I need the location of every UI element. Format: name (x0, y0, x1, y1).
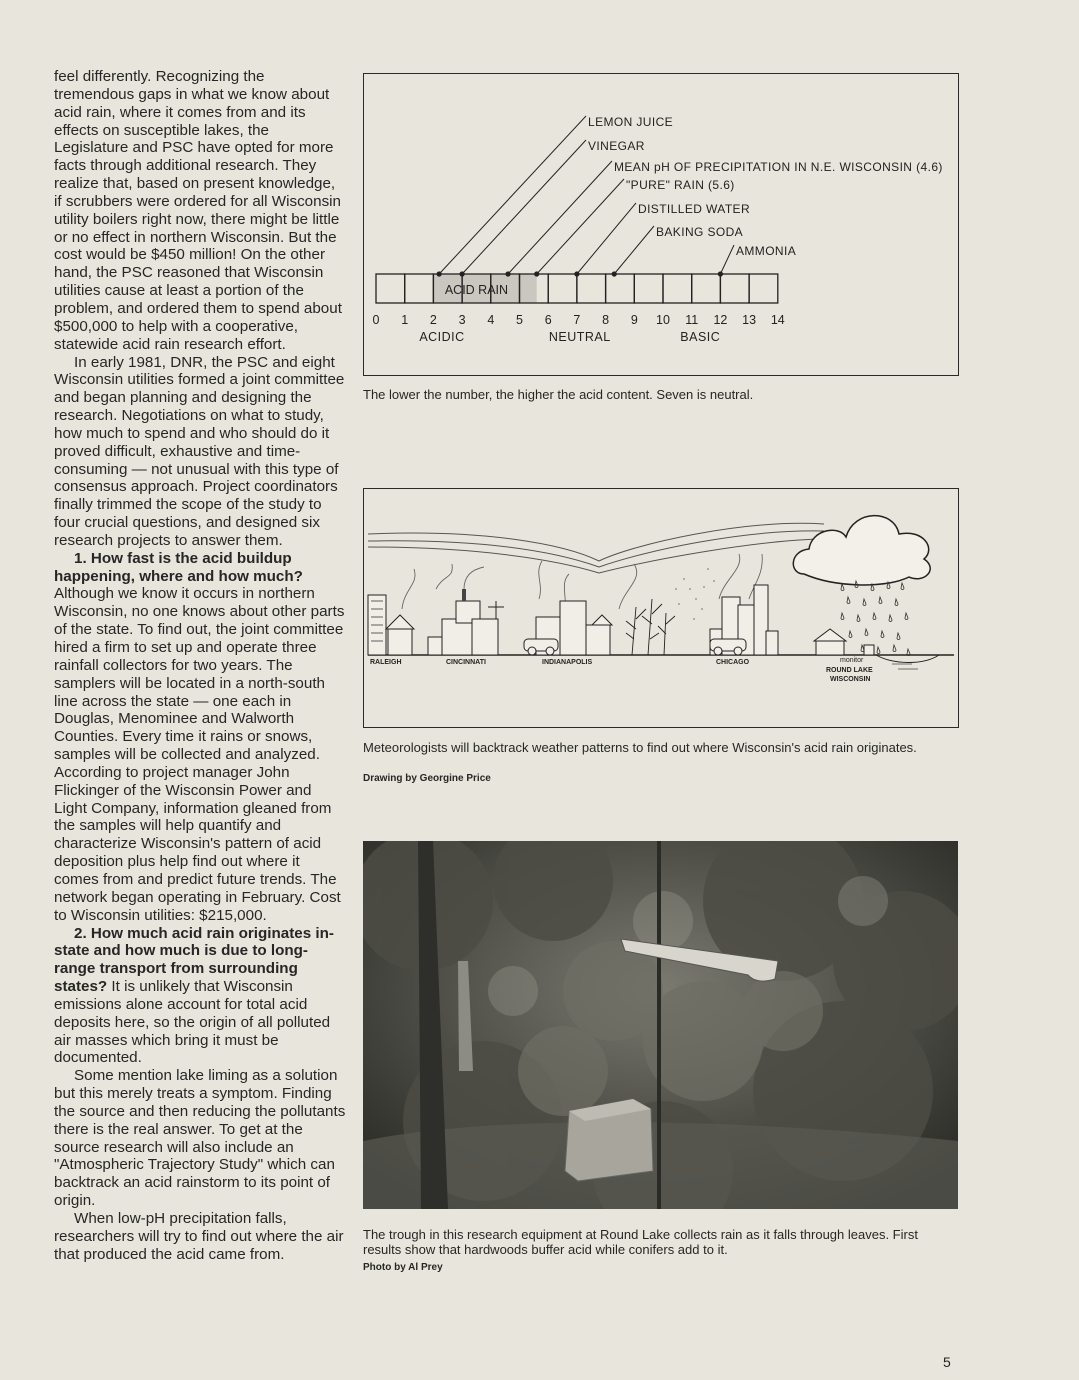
city-label-chicago: CHICAGO (716, 659, 750, 666)
callout-label: BAKING SODA (656, 225, 744, 239)
city-label-indianapolis: INDIANAPOLIS (542, 659, 593, 666)
callout-leader-line (439, 116, 586, 274)
callout-marker (574, 271, 579, 276)
round-lake-label: ROUND LAKE (826, 667, 873, 674)
callout-label: DISTILLED WATER (638, 202, 751, 216)
ph-scale-cell (548, 274, 577, 303)
ph-tick-label: 12 (713, 313, 728, 327)
ph-scale-cell (749, 274, 778, 303)
ph-tick-label: 11 (685, 313, 699, 327)
question-2-heading: 2. How much acid rain originates in-state and how much is due to long-range transport from surrounding states? (54, 924, 334, 996)
callout-marker (460, 271, 465, 276)
weather-figure-caption: Meteorologists will backtrack weather patterns to find out where Wisconsin's acid rain originates. (363, 740, 917, 755)
page-number: 5 (943, 1354, 951, 1370)
article-column (54, 68, 346, 1264)
ph-tick-label: 3 (458, 313, 466, 327)
callout-marker (612, 271, 617, 276)
callout-label: "PURE" RAIN (5.6) (626, 178, 735, 192)
callout-leader-line (720, 245, 734, 274)
callout-label: LEMON JUICE (588, 115, 674, 129)
monitor-label: monitor (840, 657, 864, 664)
ph-tick-label: 10 (656, 313, 670, 327)
rain-collector-photo (363, 841, 958, 1209)
wisconsin-label: WISCONSIN (830, 676, 871, 683)
question-1-heading: 1. How fast is the acid buildup happening, where and how much? (54, 549, 303, 585)
callout-leader-line (508, 161, 612, 274)
ph-tick-label: 8 (602, 313, 610, 327)
ph-tick-label: 1 (401, 313, 409, 327)
ph-tick-label: 7 (573, 313, 581, 327)
ph-scale-cell (663, 274, 692, 303)
city-label-cincinnati: CINCINNATI (446, 659, 486, 666)
paragraph-2: In early 1981, DNR, the PSC and eight Wisconsin utilities formed a joint committee and began planning and designing the research. Negotiations on what to study, how much to spend and who should do it proved difficult, exhaustive and time-consuming — not unusual with this type of consensus approach. Project coordinators finally trimmed the scope of the study to four crucial questions, and designed six research projects to answer them. (54, 353, 345, 549)
paragraph-5: Some mention lake liming as a solution but this merely treats a symptom. Finding the source and then reducing the pollutants there is the real answer. To get at the source research will also include an "Atmospheric Trajectory Study" which can backtrack an acid rainstorm to its point of origin. (54, 1067, 346, 1210)
callout-label: VINEGAR (588, 139, 645, 153)
paragraph-4: 2. How much acid rain originates in-state and how much is due to long-range transport from surrounding states? It is unlikely that Wisconsin emissions alone account for total acid deposits here, so the origin of all polluted air masses which bring it must be documented. (54, 924, 334, 1067)
ph-tick-label: 13 (742, 313, 757, 327)
callout-marker (437, 271, 442, 276)
callout-marker (718, 271, 723, 276)
callout-leader-line (614, 226, 654, 274)
ph-scale-cell (634, 274, 663, 303)
callout-leader-line (462, 140, 586, 274)
ph-tick-label: 4 (487, 313, 495, 327)
weather-pattern-drawing (364, 489, 960, 729)
ph-tick-label: 9 (630, 313, 638, 327)
ph-tick-label: 0 (372, 313, 380, 327)
callout-marker (534, 271, 539, 276)
paragraph-3: 1. How fast is the acid buildup happening, where and how much? Although we know it occurs in northern Wisconsin, no one knows about other parts of the state. To find out, the joint committee hired a firm to set up and operate three rainfall collectors for two years. The samplers will be located in a north-south line across the state — one each in Douglas, Menominee and Walworth Counties. Every time it rains or snows, samples will be collected and analyzed. According to project manager John Flickinger of the Wisconsin Power and Light Company, information gleaned from the samples will help quantify and characterize Wisconsin's pattern of acid deposition plus help find out where it comes from and predict future trends. The network began operating in February. Cost to Wisconsin utilities: $215,000. (54, 549, 345, 924)
callout-label: AMMONIA (736, 244, 797, 258)
ph-tick-label: 6 (544, 313, 552, 327)
weather-pattern-figure (363, 488, 959, 728)
photo-credit: Photo by Al Prey (363, 1262, 443, 1273)
ph-zone-label: ACIDIC (419, 330, 465, 344)
paragraph-1: feel differently. Recognizing the tremendous gaps in what we know about acid rain, where it comes from and its effects on susceptible lakes, the Legislature and PSC have opted for more facts through additional research. They realize that, based on present knowledge, if scrubbers were ordered for all Wisconsin utility boilers right now, there might be little or no effect in northern Wisconsin. But the cost would be $450 million! On the other hand, the PSC reasoned that Wisconsin utilities cause at least a portion of the problem, and ordered them to spend about $500,000 to help with a cooperative, statewide acid rain research effort. (54, 68, 342, 353)
callout-label: MEAN pH OF PRECIPITATION IN N.E. WISCONSIN (4.6) (614, 160, 943, 174)
ph-scale-cell (376, 274, 405, 303)
ph-zone-label: NEUTRAL (548, 330, 611, 344)
ph-scale-diagram (364, 74, 960, 377)
ph-zone-label: BASIC (680, 330, 721, 344)
drawing-credit: Drawing by Georgine Price (363, 773, 491, 784)
callout-marker (505, 271, 510, 276)
forest-photo-image (363, 841, 958, 1209)
ph-scale-cell (720, 274, 749, 303)
acid-rain-label: ACID RAIN (444, 283, 509, 297)
callout-leader-line (537, 179, 624, 274)
ph-scale-cell (405, 274, 434, 303)
ph-figure-caption: The lower the number, the higher the acid content. Seven is neutral. (363, 387, 754, 402)
callout-leader-line (577, 203, 636, 274)
ph-scale-figure (363, 73, 959, 376)
ph-tick-label: 14 (770, 313, 785, 327)
ph-scale-cell (692, 274, 721, 303)
ph-tick-label: 2 (429, 313, 437, 327)
ph-tick-label: 5 (516, 313, 523, 327)
ph-scale-cell (606, 274, 635, 303)
photo-caption: The trough in this research equipment at Round Lake collects rain as it falls through leaves. First results show that hardwoods buffer acid while conifers add to it. (363, 1227, 918, 1257)
city-label-raleigh: RALEIGH (370, 659, 402, 666)
ph-scale-cell (577, 274, 606, 303)
paragraph-6: When low-pH precipitation falls, researchers will try to find out where the air that produced the acid came from. (54, 1210, 344, 1263)
